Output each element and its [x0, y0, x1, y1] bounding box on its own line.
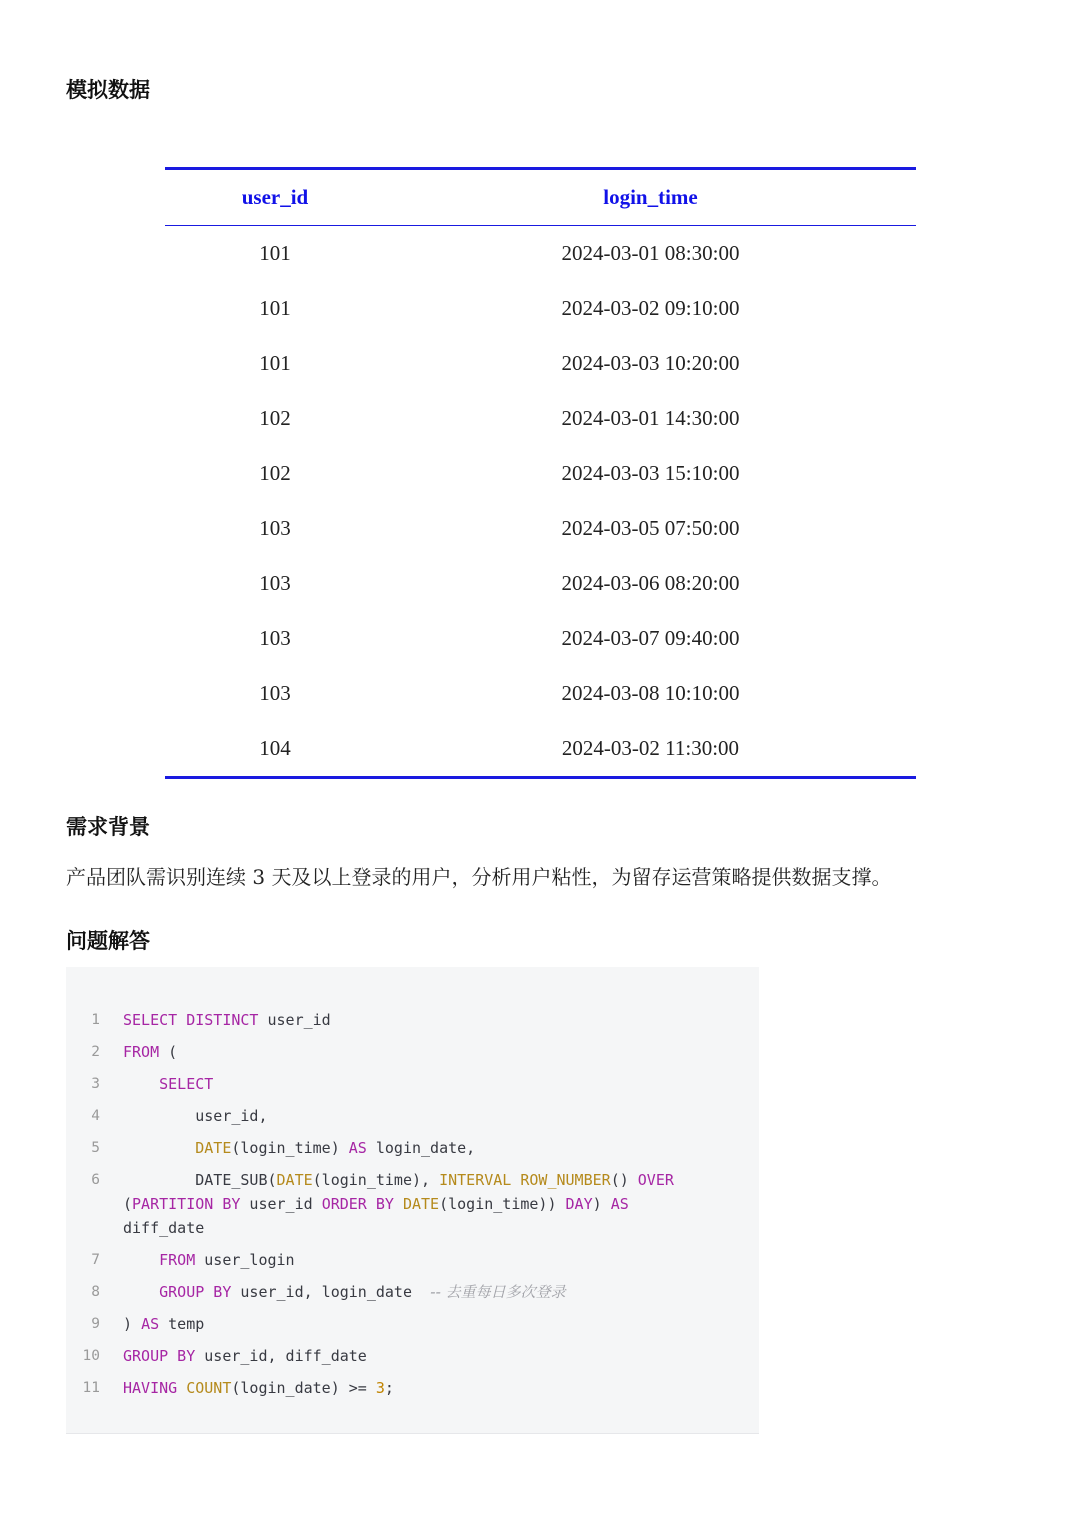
code-line-number: 11 [82, 1380, 100, 1396]
code-token: ) [123, 1315, 142, 1333]
code-line-number: 6 [91, 1172, 100, 1188]
code-token: SELECT DISTINCT [123, 1011, 259, 1029]
code-token: user_login [195, 1251, 295, 1269]
cell-user-id: 101 [259, 351, 291, 375]
code-line [123, 1008, 743, 1032]
code-token: DATE [276, 1171, 313, 1189]
code-token: AS [348, 1139, 367, 1157]
section-title-answer: 问题解答 [66, 929, 150, 953]
code-token: temp [159, 1315, 205, 1333]
code-line [123, 1040, 743, 1064]
cell-user-id: 103 [259, 571, 291, 595]
login-data-table [165, 167, 916, 779]
code-token: HAVING [123, 1379, 178, 1397]
code-token: COUNT [186, 1379, 232, 1397]
cell-login-time: 2024-03-01 08:30:00 [561, 241, 740, 265]
cell-login-time: 2024-03-03 15:10:00 [561, 461, 740, 485]
cell-login-time: 2024-03-01 14:30:00 [561, 406, 740, 430]
code-token: user_id, login_date [231, 1283, 431, 1301]
section-title-mock-data: 模拟数据 [66, 78, 150, 102]
code-line-number: 2 [91, 1044, 100, 1060]
section-title-background: 需求背景 [66, 815, 150, 839]
code-token: ; [384, 1379, 394, 1397]
table-row [165, 391, 916, 446]
code-token: DATE [195, 1139, 232, 1157]
code-token [394, 1195, 403, 1213]
code-line [123, 1280, 743, 1304]
code-token: PARTITION BY [132, 1195, 241, 1213]
code-token: DATE [402, 1195, 440, 1213]
code-token: ( [159, 1043, 178, 1061]
code-line-number: 8 [91, 1284, 100, 1300]
cell-user-id: 103 [259, 516, 291, 540]
code-token: user_id [240, 1195, 322, 1213]
code-token: diff_date [123, 1219, 205, 1237]
code-token: login_date, [366, 1139, 476, 1157]
code-token: (login_date) >= [231, 1379, 376, 1397]
code-token [177, 1379, 186, 1397]
code-token: user_id, diff_date [195, 1347, 367, 1365]
code-token [123, 1283, 159, 1301]
table-row [165, 336, 916, 391]
table-row [165, 446, 916, 501]
cell-user-id: 101 [259, 296, 291, 320]
code-token: (login_time), [312, 1171, 440, 1189]
cell-login-time: 2024-03-02 09:10:00 [561, 296, 740, 320]
code-line [123, 1104, 743, 1128]
code-token: user_id, [123, 1107, 268, 1125]
code-token: 3 [375, 1379, 385, 1397]
code-token [123, 1251, 159, 1269]
code-token: GROUP BY [159, 1283, 232, 1301]
code-line-number: 9 [91, 1316, 100, 1332]
code-line [123, 1136, 743, 1160]
cell-login-time: 2024-03-02 11:30:00 [561, 736, 740, 760]
cell-user-id: 103 [259, 626, 291, 650]
code-token: OVER [637, 1171, 674, 1189]
code-token: DAY [565, 1195, 593, 1213]
code-line-number: 10 [82, 1348, 100, 1364]
code-token: AS [141, 1315, 160, 1333]
code-token: INTERVAL ROW_NUMBER [439, 1171, 611, 1189]
code-line-number: 1 [91, 1012, 100, 1028]
table-row [165, 501, 916, 556]
table-row [165, 721, 916, 776]
code-token: DATE_SUB( [123, 1171, 277, 1189]
code-token [123, 1139, 195, 1157]
table-row [165, 281, 916, 336]
code-token: user_id [258, 1011, 331, 1029]
table-row [165, 556, 916, 611]
code-line [123, 1168, 743, 1240]
code-token: SELECT [159, 1075, 214, 1093]
cell-user-id: 102 [259, 406, 291, 430]
code-line-number: 3 [91, 1076, 100, 1092]
code-token: FROM [123, 1043, 160, 1061]
code-line-number: 5 [91, 1140, 100, 1156]
table-body [165, 226, 916, 776]
code-token: ) [592, 1195, 611, 1213]
cell-login-time: 2024-03-05 07:50:00 [561, 516, 740, 540]
cell-login-time: 2024-03-03 10:20:00 [561, 351, 740, 375]
code-line-number: 7 [91, 1252, 100, 1268]
code-comment: -- 去重每日多次登录 [430, 1283, 566, 1301]
code-line [123, 1344, 743, 1368]
code-token [123, 1075, 159, 1093]
code-line [123, 1072, 743, 1096]
cell-user-id: 104 [259, 736, 291, 760]
code-line [123, 1312, 743, 1336]
code-token: GROUP BY [123, 1347, 196, 1365]
code-token: ( [123, 1195, 133, 1213]
cell-login-time: 2024-03-08 10:10:00 [561, 681, 740, 705]
cell-user-id: 101 [259, 241, 291, 265]
column-header-user-id: user_id [241, 185, 309, 209]
cell-user-id: 102 [259, 461, 291, 485]
table-row [165, 226, 916, 281]
code-token: (login_time)) [439, 1195, 566, 1213]
cell-login-time: 2024-03-06 08:20:00 [561, 571, 740, 595]
code-line-number: 4 [91, 1108, 100, 1124]
table-row [165, 611, 916, 666]
code-token: (login_time) [231, 1139, 349, 1157]
column-header-login-time: login_time [603, 185, 698, 209]
code-line [123, 1248, 743, 1272]
code-token: FROM [159, 1251, 196, 1269]
code-token: () [610, 1171, 638, 1189]
cell-user-id: 103 [259, 681, 291, 705]
table-row [165, 666, 916, 721]
code-line [123, 1376, 743, 1400]
table-header-row [165, 170, 916, 226]
code-token: AS [610, 1195, 629, 1213]
background-paragraph: 产品团队需识别连续 3 天及以上登录的用户，分析用户粘性，为留存运营策略提供数据支撑。 [66, 865, 892, 889]
cell-login-time: 2024-03-07 09:40:00 [561, 626, 740, 650]
code-token: ORDER BY [321, 1195, 394, 1213]
sql-code-block[interactable] [66, 967, 759, 1434]
